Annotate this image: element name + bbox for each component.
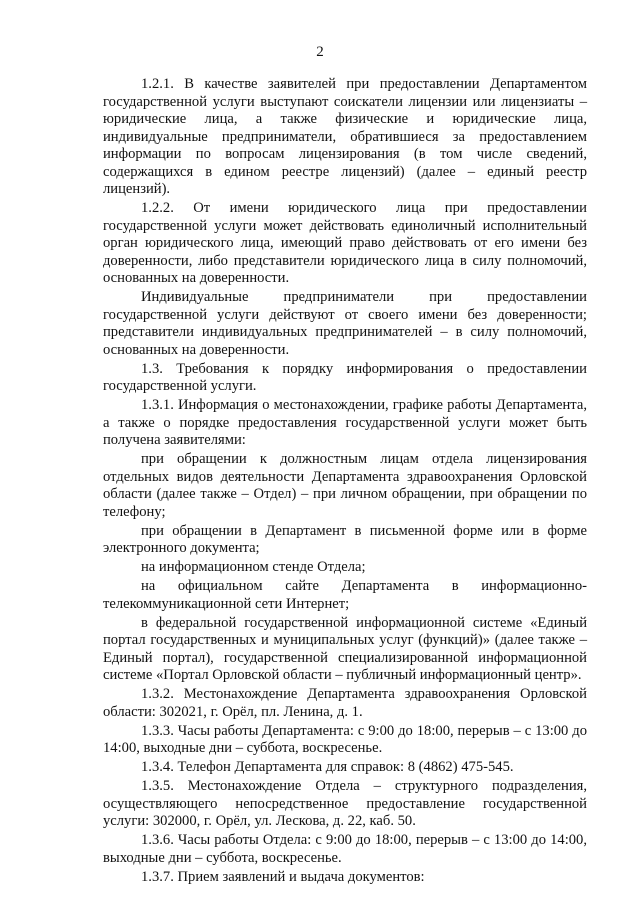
paragraph-1-3-4: 1.3.4. Телефон Департамента для справок: 8 (4862) 475-545. [141,759,514,775]
paragraph-1-3-6: 1.3.6. Часы работы Отдела: с 9:00 до 18:00, перерыв – с 13:00 до 14:00, выходные дни – суббота, воскресенье. [103,832,587,866]
paragraph-unified-portal: в федеральной государственной информационной системе «Единый портал государственных и муниципальных услуг (функций)» (далее также – Единый портал), государственной специализированной информационной системе «Портал Орловской области – публичный информационный центр». [103,614,587,683]
paragraph-written-request: при обращении в Департамент в письменной форме или в форме электронного документа; [103,522,587,556]
page-number: 2 [316,44,324,60]
paragraph-1-3-3: 1.3.3. Часы работы Департамента: с 9:00 до 18:00, перерыв – с 13:00 до 14:00, выходные дни – суббота, воскресенье. [103,722,587,756]
paragraph-1-3-2: 1.3.2. Местонахождение Департамента здравоохранения Орловской области: 302021, г. Орёл, пл. Ленина, д. 1. [103,686,587,720]
paragraph-contact-officials: при обращении к должностным лицам отдела лицензирования отдельных видов деятельности Департамента здравоохранения Орловской области (далее также – Отдел) – при личном обращении, при обращении по телефону; [103,451,587,520]
paragraph-1-3: 1.3. Требования к порядку информирования о предоставлении государственной услуги. [103,360,587,394]
paragraph-individual-entrepreneurs: Индивидуальные предприниматели при предоставлении государственной услуги действуют от своего имени без доверенности; представители индивидуальных предпринимателей – в силу полномочий, основанных на доверенности. [103,289,587,358]
paragraph-1-3-5: 1.3.5. Местонахождение Отдела – структурного подразделения, осуществляющего непосредственное предоставление государственной услуги: 302000, г. Орёл, ул. Лескова, д. 22, каб. 50. [103,778,587,829]
paragraph-1-2-1: 1.2.1. В качестве заявителей при предоставлении Департаментом государственной услуги выступают соискатели лицензии или лицензиаты – юридические лица, а также физические и юридические лица, индивидуальные предприниматели, обратившиеся за предоставлением информации по вопросам лицензирования (в том числе сведений, содержащихся в едином реестре лицензий) (далее – единый реестр лицензий). [103,76,587,197]
document-body [103,76,587,886]
paragraph-official-website: на официальном сайте Департамента в информационно-телекоммуникационной сети Интернет; [103,578,587,612]
paragraph-1-2-2: 1.2.2. От имени юридического лица при предоставлении государственной услуги может действовать единоличный исполнительный орган юридического лица, имеющий право действовать от его имени без доверенности, либо представители юридического лица в силу полномочий, основанных на доверенности. [103,200,587,286]
paragraph-1-3-7: 1.3.7. Прием заявлений и выдача документов: [141,868,425,885]
paragraph-1-3-1: 1.3.1. Информация о местонахождении, графике работы Департамента, а также о порядке предоставления государственной услуги может быть получена заявителями: [103,397,587,448]
paragraph-info-stand: на информационном стенде Отдела; [141,559,366,575]
